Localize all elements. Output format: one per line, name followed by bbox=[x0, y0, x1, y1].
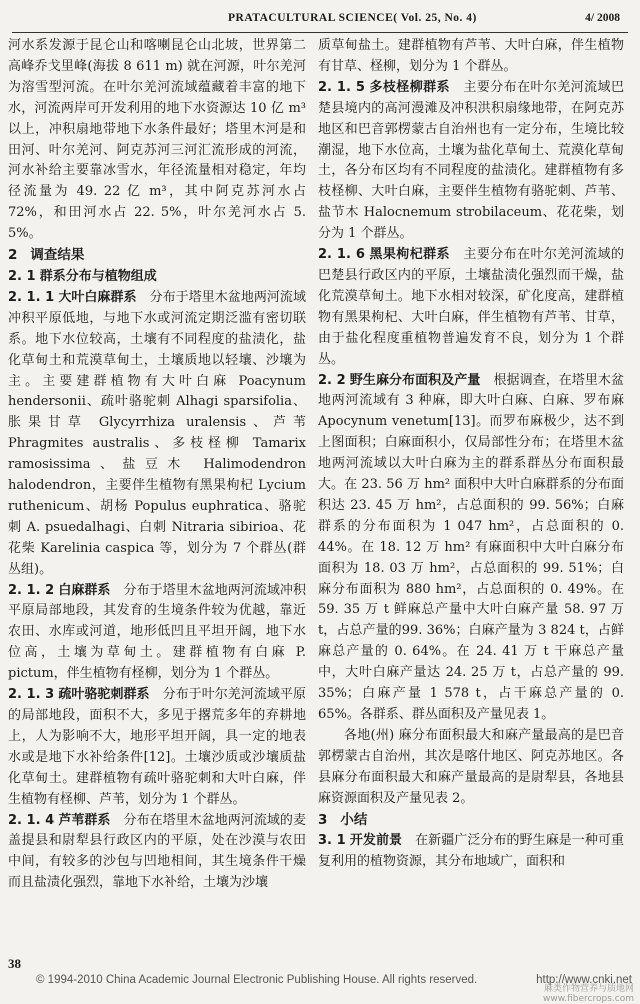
section-title: 小结 bbox=[340, 811, 368, 828]
watermark-en: www.fibercrops.com bbox=[543, 994, 634, 1004]
paragraph-text: 分布于塔里木盆地两河流域冲积平原局部地段，其发育的生境条件较为优越，靠近农田、水库或河道，地形低凹且平坦开阔，地下水位高，土壤为草甸土。建群植物有白麻 P. pictum，伴生植物有柽柳，划分为 1 个群丛。 bbox=[8, 582, 306, 682]
body-paragraph: 质草甸盐土。建群植物有芦苇、大叶白麻，伴生植物有甘草、柽柳，划分为 1 个群丛。 bbox=[318, 38, 624, 74]
paragraph-text: 根据调查，在塔里木盆地两河流域有 3 种麻，即大叶白麻、白麻、罗布麻 Apocynum venetum[13]。而罗布麻极少，达不到上图面积；白麻面积小，仅局部性分布；在塔里木盆地两河流域以大叶白麻为主的群系群丛分布面积最大。在 23. 56 万 hm² 面积中大叶白麻群系的分布面积达 23. 45 万 hm²，占总面积的 99. 56%；白麻群系的分布面积为 1 047 hm²，占总面积的 0. 44%。在 18. 12 万 hm² 有麻面积中大叶白麻分布面积为 18. 03 万 hm²，占总面积的 99. 51%；白麻分布面积为 880 hm²，占总面积的 0. 49%。在 59. 35 万 t 鲜麻总产量中大叶白麻产量 58. 97 万 t，占总产量的99. 36%；白麻产量为 3 824 t，占鲜麻总产量的 0. 64%。在 24. 41 万 t 干麻总产量中，大叶白麻产量达 24. 25 万 t，占总产量的 99. 35%；白麻产量 1 578 t，占干麻总产量的 0. 65%。各群系、群丛面积及产量见表 1。 bbox=[318, 372, 624, 722]
subsection-title: 野生麻分布面积及产量 bbox=[349, 372, 481, 388]
watermark bbox=[543, 984, 634, 1004]
subsection-paragraph bbox=[8, 581, 306, 686]
subsection-number: 2. 1. 3 bbox=[8, 687, 55, 703]
subsection-number: 2. 1 bbox=[8, 268, 36, 284]
section-number: 3 bbox=[318, 811, 328, 828]
subsection-title: 群系分布与植物组成 bbox=[39, 268, 157, 284]
subsection-title: 芦苇群系 bbox=[58, 812, 111, 828]
subsection-title: 大叶白麻群系 bbox=[58, 289, 137, 305]
issue-number: 4/ 2008 bbox=[585, 12, 620, 24]
subsection-number: 2. 1. 1 bbox=[8, 289, 55, 305]
subsection-number: 2. 1. 4 bbox=[8, 812, 55, 828]
section-title: 调查结果 bbox=[30, 247, 85, 264]
left-column bbox=[8, 36, 306, 936]
running-header bbox=[12, 6, 628, 33]
journal-title: PRATACULTURAL SCIENCE( Vol. 25, No. 4) bbox=[228, 12, 477, 24]
section-heading bbox=[318, 810, 624, 832]
body-paragraph: 河水系发源于昆仑山和喀喇昆仑山北坡，世界第二高峰乔戈里峰(海拔 8 611 m) 就在河源，叶尔羌河为溶雪型河流。在叶尔羌河流域蕴藏着丰富的地下水，河流两岸可开发利用的地下水资源达 10 亿 m³ 以上，冲积扇地带地下水条件最好；塔里木河是和田河、叶尔羌河、阿克苏河三河汇流形成的河流，河水补给主要靠冰雪水，年径流量相对稳定，年均径流量为 49. 22 亿 m³，其中阿克苏河水占 72%，和田河水占 22. 5%，叶尔羌河水占 5. 5%。 bbox=[8, 38, 306, 242]
right-column bbox=[318, 36, 624, 936]
subsection-title: 白麻群系 bbox=[58, 582, 111, 598]
paragraph-text: 主要分布在叶尔羌河流域巴楚县境内的高河漫滩及冲积洪积扇缘地带，在阿克苏地区和巴音郭楞蒙古自治州也有一定分布，生境比较潮湿，地下水位高，土壤为盐化草甸土、荒漠化草甸土，各分布区均有不同程度的盐渍化。建群植物有多枝柽柳、大叶白麻，主要伴生植物有骆驼刺、芦苇、盐节木 Halocnemum strobilaceum、花花柴，划分为 1 个群丛。 bbox=[318, 79, 624, 242]
subsection-number: 2. 1. 2 bbox=[8, 582, 55, 598]
paragraph-text: 分布在塔里木盆地两河流域的麦盖提县和尉犁县行政区内的平原，处在沙漠与农田中间，有较多的沙包与凹地相间，其生境条件干燥而且盐渍化强烈，靠地下水补给，土壤为沙壤 bbox=[8, 812, 306, 891]
subsection-title: 开发前景 bbox=[349, 833, 403, 849]
subsection-paragraph bbox=[318, 245, 624, 370]
subsection-paragraph bbox=[318, 371, 624, 726]
subsection-title: 黑果枸杞群系 bbox=[369, 247, 450, 263]
subsection-paragraph bbox=[8, 267, 306, 288]
subsection-title: 多枝柽柳群系 bbox=[369, 79, 450, 95]
section-number: 2 bbox=[8, 247, 18, 264]
source-url: http://www.cnki.net bbox=[536, 974, 632, 986]
subsection-paragraph bbox=[318, 831, 624, 873]
paragraph-text: 分布于叶尔羌河流域平原的局部地段，面积不大，多见于撂荒多年的弃耕地上，人为影响不大，地形平坦开阔，具一定的地表水或是地下水补给条件[12]。土壤沙质或沙壤质盐化草甸土。建群植物有疏叶骆驼刺和大叶白麻，伴生植物有柽柳、芦苇，划分为 1 个群丛。 bbox=[8, 687, 306, 807]
subsection-paragraph bbox=[8, 811, 306, 895]
subsection-paragraph bbox=[318, 78, 624, 245]
body-paragraph: 各地(州) 麻分布面积最大和麻产量最高的是巴音郭楞蒙古自治州，其次是喀什地区、阿克苏地区。各县麻分布面积最大和麻产量最高的是尉犁县，各地县麻资源面积及产量见表 2。 bbox=[318, 727, 624, 806]
subsection-number: 2. 1. 6 bbox=[318, 247, 365, 263]
subsection-paragraph bbox=[8, 685, 306, 810]
page-number: 38 bbox=[8, 956, 21, 971]
subsection-title: 疏叶骆驼刺群系 bbox=[58, 687, 150, 703]
subsection-paragraph bbox=[8, 288, 306, 581]
paragraph-text: 在新疆广泛分布的野生麻是一种可重复利用的植物资源，其分布地域广，面积和 bbox=[318, 833, 624, 870]
paragraph-text: 分布于塔里木盆地两河流域冲积平原低地，与地下水或河流定期泛滥有密切联系。地下水位较高，土壤有不同程度的盐渍化，盐化草甸土和荒漠草甸土，土壤质地以轻壤、沙壤为主。主要建群植物有大叶白麻 Poacynum hendersonii、疏叶骆驼刺 Alhagi sparsifolia、胀果甘草 Glycyrrhiza uralensis、芦苇 Phragmites australis、多枝柽柳 Tamarix ramosissima、盐豆木 Halimodendron halodendron，主要伴生植物有黑果枸杞 Lycium ruthenicum、胡杨 Populus euphratica、骆驼刺 A. psuedalhagi、白刺 Nitraria sibirioa、花花柴 Karelinia caspica 等，划分为 7 个群丛(群丛组)。 bbox=[8, 289, 306, 577]
section-heading bbox=[8, 245, 306, 267]
subsection-number: 2. 2 bbox=[318, 372, 346, 388]
subsection-number: 3. 1 bbox=[318, 833, 346, 849]
subsection-number: 2. 1. 5 bbox=[318, 79, 365, 95]
copyright-notice: © 1994-2010 China Academic Journal Electronic Publishing House. All rights reserved. bbox=[36, 974, 478, 986]
watermark-cn: 麻类作物营养与质地网 bbox=[543, 984, 634, 994]
paragraph-text: 主要分布在叶尔羌河流域的巴楚县行政区内的平原，土壤盐渍化强烈而干燥，盐化荒漠草甸土。地下水相对较深，矿化度高，建群植物有黑果枸杞、大叶白麻，伴生植物有芦苇、甘草，由于盐化程度重植物普遍发育不良，划分为 1 个群丛。 bbox=[318, 247, 624, 367]
